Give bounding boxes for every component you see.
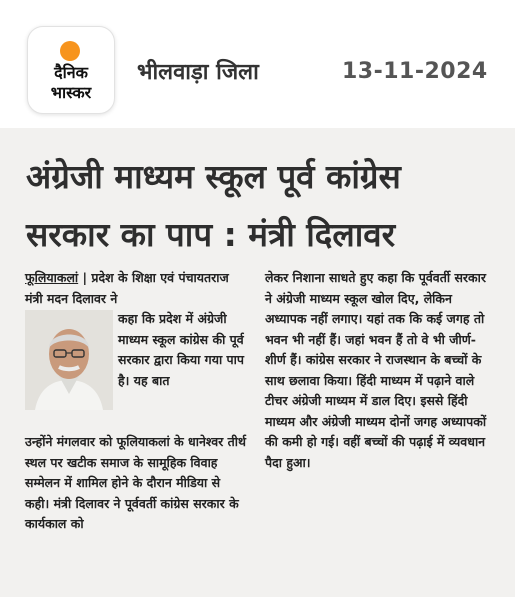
- person-portrait-icon: [25, 310, 113, 410]
- article-col2: लेकर निशाना साधते हुए कहा कि पूर्ववर्ती सरकार ने अंग्रेजी माध्यम स्कूल खोल दिए, लेकिन अध्यापक नहीं लगाए। यहां तक कि कई जगह तो भवन भी नहीं हैं। जहां भवन हैं तो वे भी जीर्ण-शीर्ण हैं। कांग्रेस सरकार ने राजस्थान के बच्चों के साथ छलावा किया। हिंदी माध्यम में पढ़ाने वाले टीचर अंग्रेजी माध्यम में डाल दिए। इससे हिंदी माध्यम और अंग्रेजी माध्यम दोनों जगह अध्यापकों की कमी हो गई। वहीं बच्चों की पढ़ाई में व्यवधान पैदा हुआ।: [265, 270, 487, 470]
- dainik-bhaskar-logo: [27, 26, 115, 114]
- logo-text-line2: भास्कर: [50, 83, 92, 102]
- headline-line1: अंग्रेजी माध्यम स्कूल पूर्व कांग्रेस: [26, 157, 401, 196]
- article-dateline: फूलियाकलां: [25, 270, 79, 285]
- edition-date: 13-11-2024: [342, 59, 488, 84]
- edition-place: भीलवाड़ा जिला: [137, 60, 259, 85]
- article-col1-bottom: उन्होंने मंगलवार को फूलियाकलां के धानेश्वर तीर्थ स्थल पर खटीक समाज के सामूहिक विवाह सम्मेलन में शामिल होने के दौरान मीडिया से कही। मंत्री दिलावर ने पूर्ववर्ती कांग्रेस सरकार के कार्यकाल को: [25, 434, 246, 531]
- header-bar: [0, 0, 515, 128]
- minister-photo: [25, 310, 113, 410]
- article-col1-side: कहा कि प्रदेश में अंग्रेजी माध्यम स्कूल कांग्रेस की पूर्व सरकार द्वारा किया गया पाप है। यह बात: [118, 311, 244, 388]
- headline-line2: सरकार का पाप : मंत्री दिलावर: [26, 215, 396, 254]
- article-col1-top: [25, 268, 247, 309]
- sun-icon: [60, 41, 80, 61]
- logo-text-line1: दैनिक: [54, 63, 88, 82]
- article-col1-top-text: | प्रदेश के शिक्षा एवं पंचायतराज मंत्री मदन दिलावर ने: [25, 270, 229, 306]
